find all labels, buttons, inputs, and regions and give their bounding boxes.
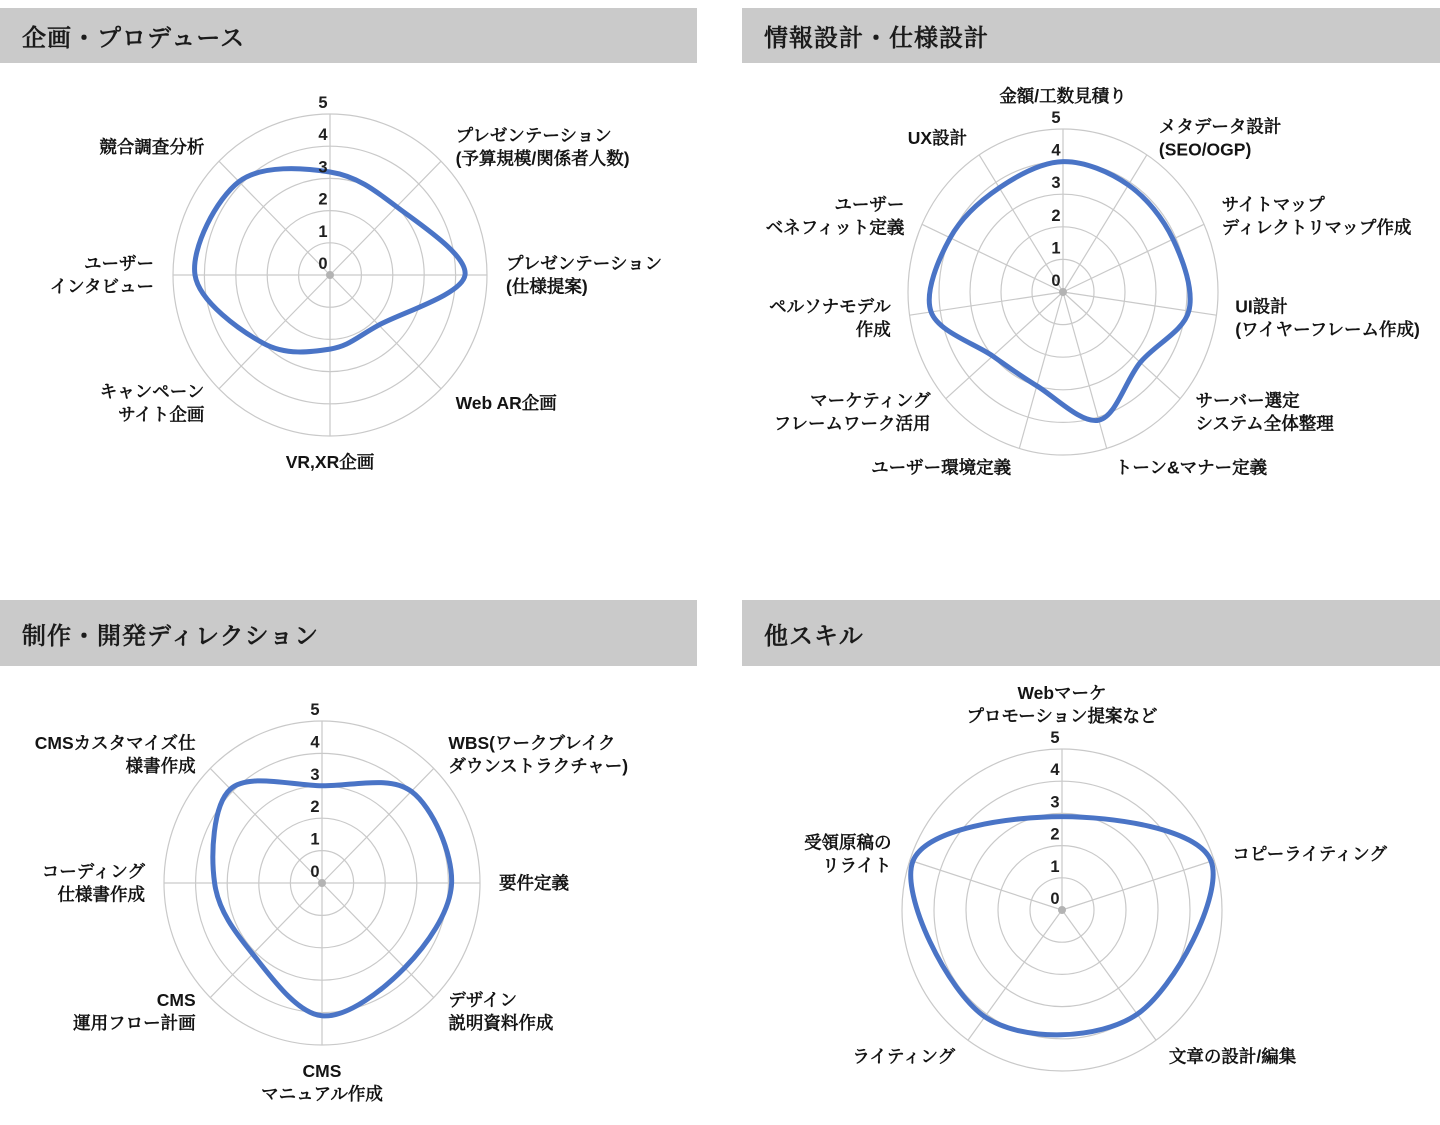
category-label: サーバー選定システム全体整理 [1195, 390, 1334, 434]
radar-category-labels [804, 683, 1387, 1066]
category-label: デザイン説明資料作成 [448, 990, 554, 1034]
grid-spoke [968, 910, 1062, 1040]
axis-tick-label: 1 [1051, 239, 1061, 258]
radar-grid-spokes [910, 749, 1214, 1040]
category-label: 文章の設計/編集 [1168, 1046, 1297, 1067]
category-label: キャンペーンサイト企画 [99, 381, 205, 425]
radar-chart-other-skills [720, 600, 1440, 1125]
category-label: 受領原稿のリライト [804, 832, 892, 876]
axis-tick-label: 5 [1051, 109, 1061, 127]
category-label: ペルソナモデル作成 [769, 296, 891, 340]
category-label: トーン&マナー定義 [1114, 457, 1268, 478]
axis-tick-label: 5 [318, 94, 328, 112]
category-label: 要件定義 [499, 873, 569, 893]
axis-tick-label: 4 [310, 733, 320, 752]
category-label: VR,XR企画 [285, 452, 375, 472]
grid-spoke [210, 883, 322, 998]
category-label: UX設計 [907, 128, 968, 149]
grid-spoke [1063, 292, 1216, 315]
axis-tick-label: 1 [318, 222, 328, 241]
axis-tick-label: 1 [1050, 857, 1060, 876]
axis-tick-label: 0 [310, 863, 320, 881]
section-title: 他スキル [764, 622, 864, 650]
axis-tick-label: 2 [310, 798, 320, 817]
category-label: メタデータ設計(SEO/OGP) [1158, 116, 1282, 160]
axis-tick-label: 0 [1051, 272, 1061, 290]
axis-tick-label: 4 [1051, 141, 1061, 160]
category-label: CMSカスタマイズ仕様書作成 [34, 732, 196, 776]
category-label: コピーライティング [1232, 844, 1387, 865]
axis-tick-label: 5 [1050, 729, 1060, 747]
grid-spoke [219, 275, 330, 389]
axis-tick-label: 3 [310, 765, 320, 784]
category-label: ライティング [852, 1046, 956, 1067]
radar-chart-planning [0, 0, 720, 600]
axis-tick-label: 3 [1051, 174, 1061, 193]
category-label: 金額/工数見積り [999, 86, 1127, 106]
category-label: UI設計(ワイヤーフレーム作成) [1235, 296, 1420, 340]
grid-spoke [946, 292, 1063, 399]
category-label: ユーザー環境定義 [871, 457, 1012, 478]
radar-tick-labels [1051, 109, 1061, 290]
category-label: プレゼンテーション(仕様提案) [506, 253, 663, 297]
grid-spoke [219, 161, 330, 275]
grid-spoke [910, 857, 1062, 910]
category-label: CMS マニュアル作成 [261, 1061, 383, 1104]
grid-spoke [1063, 292, 1180, 399]
category-label: コーディング仕様書作成 [41, 861, 145, 905]
axis-tick-label: 4 [1050, 761, 1060, 780]
radar-tick-labels [310, 701, 320, 881]
category-label: プレゼンテーション(予算規模/関係者人数) [455, 125, 630, 169]
axis-tick-label: 0 [1050, 890, 1060, 908]
axis-tick-label: 1 [310, 830, 320, 849]
axis-tick-label: 3 [1050, 793, 1060, 812]
axis-tick-label: 2 [1051, 206, 1061, 225]
grid-spoke [322, 883, 434, 998]
axis-tick-label: 2 [1050, 825, 1060, 844]
axis-tick-label: 5 [310, 701, 320, 719]
axis-tick-label: 3 [318, 158, 328, 177]
category-label: CMS 運用フロー計画 [73, 990, 196, 1034]
category-label: ユーザーベネフィット定義 [765, 194, 905, 238]
category-label: 競合調査分析 [99, 137, 205, 158]
category-label: Web AR企画 [455, 392, 557, 413]
radar-category-labels [35, 733, 628, 1104]
category-label: WBS(ワークブレイクダウンストラクチャー) [448, 732, 629, 776]
axis-tick-label: 4 [318, 126, 328, 145]
grid-spoke [1062, 860, 1214, 910]
category-label: マーケティングフレームワーク活用 [773, 390, 931, 434]
grid-spoke [1062, 910, 1156, 1040]
axis-tick-label: 2 [318, 190, 328, 209]
section-title: 制作・開発ディレクション [22, 622, 320, 650]
grid-spoke [330, 275, 441, 389]
category-label: ユーザーインタビュー [49, 253, 154, 297]
section-title: 企画・プロデュース [22, 25, 246, 52]
category-label: Webマーケプロモーション提案など [966, 683, 1158, 726]
axis-tick-label: 0 [318, 255, 328, 273]
radar-chart-production-direction [0, 600, 720, 1125]
section-title: 情報設計・仕様設計 [764, 25, 989, 52]
radar-tick-labels [318, 94, 328, 273]
category-label: サイトマップディレクトリマップ作成 [1221, 194, 1412, 238]
radar-chart-information-design [720, 0, 1440, 600]
